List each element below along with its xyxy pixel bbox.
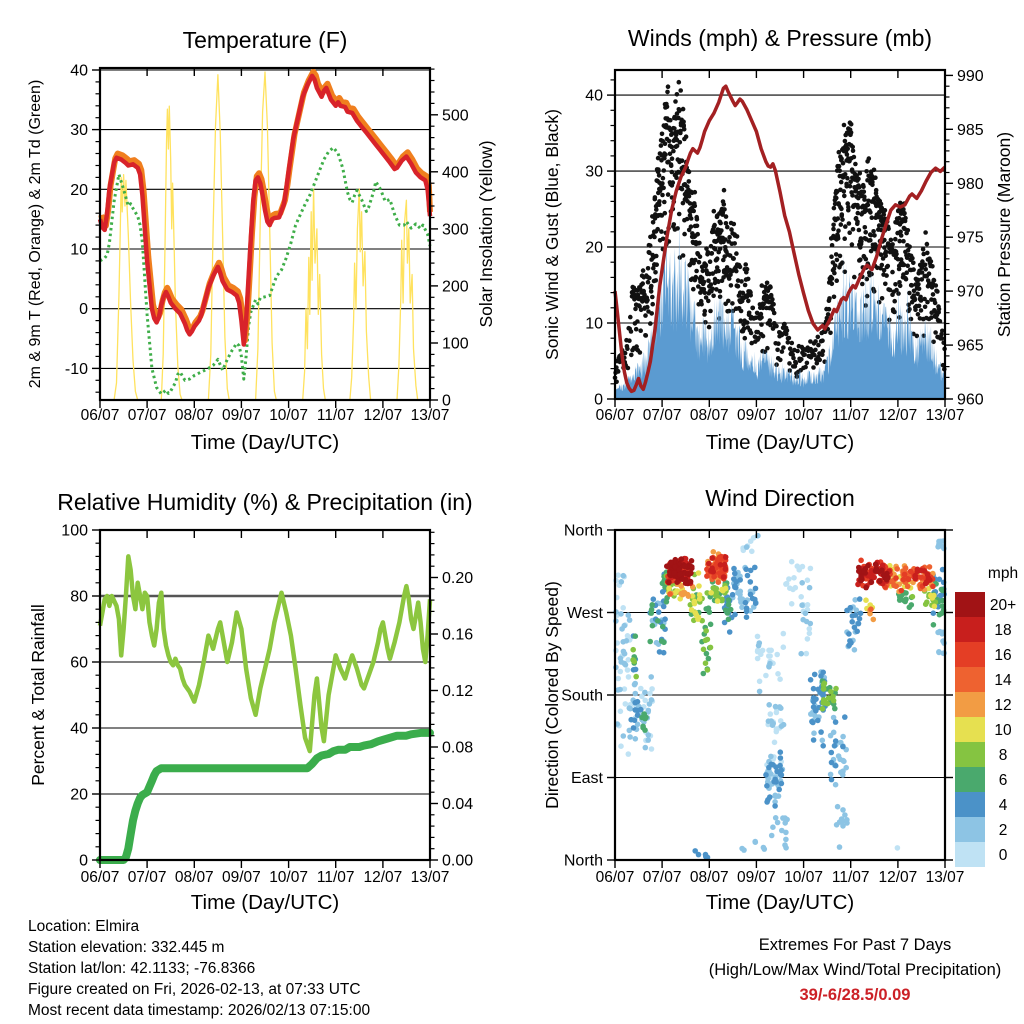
svg-text:09/07: 09/07 xyxy=(222,407,261,424)
svg-text:60: 60 xyxy=(70,654,88,672)
svg-text:06/07: 06/07 xyxy=(595,869,635,886)
svg-text:11/07: 11/07 xyxy=(831,407,870,424)
svg-text:980: 980 xyxy=(957,175,984,193)
station-info xyxy=(28,916,370,1021)
svg-text:Station Pressure (Maroon): Station Pressure (Maroon) xyxy=(994,131,1014,338)
svg-text:06/07: 06/07 xyxy=(80,869,120,886)
svg-text:0.20: 0.20 xyxy=(442,570,474,587)
extremes-subtitle: (High/Low/Max Wind/Total Precipitation) xyxy=(708,961,1002,979)
svg-text:0: 0 xyxy=(442,392,451,410)
svg-text:0: 0 xyxy=(79,301,88,319)
svg-text:10/07: 10/07 xyxy=(784,407,823,424)
svg-text:16: 16 xyxy=(994,647,1012,664)
svg-text:13/07: 13/07 xyxy=(410,407,450,424)
svg-text:07/07: 07/07 xyxy=(127,869,167,886)
svg-text:2m & 9m T (Red, Orange) & 2m T: 2m & 9m T (Red, Orange) & 2m Td (Green) xyxy=(27,79,44,389)
svg-text:East: East xyxy=(570,770,603,787)
extremes-values: 39/-6/28.5/0.09 xyxy=(799,986,911,1004)
svg-text:960: 960 xyxy=(957,391,984,409)
svg-text:18: 18 xyxy=(994,622,1012,639)
svg-text:0.04: 0.04 xyxy=(442,796,474,813)
svg-text:Time (Day/UTC): Time (Day/UTC) xyxy=(705,431,855,454)
svg-text:mph: mph xyxy=(987,565,1019,582)
figure-created-timestamp: Figure created on Fri, 2026-02-13, at 07:33 UTC xyxy=(28,981,361,998)
svg-text:13/07: 13/07 xyxy=(925,407,965,424)
svg-text:North: North xyxy=(563,522,603,540)
svg-text:08/07: 08/07 xyxy=(689,869,729,886)
svg-text:12: 12 xyxy=(994,697,1012,714)
svg-text:6: 6 xyxy=(998,772,1008,789)
svg-text:20: 20 xyxy=(585,239,603,257)
svg-text:Time (Day/UTC): Time (Day/UTC) xyxy=(705,891,855,914)
svg-text:07/07: 07/07 xyxy=(642,407,682,424)
svg-text:0.08: 0.08 xyxy=(442,739,474,757)
svg-text:40: 40 xyxy=(70,720,88,738)
svg-text:07/07: 07/07 xyxy=(127,407,167,424)
svg-text:970: 970 xyxy=(957,283,984,301)
svg-text:12/07: 12/07 xyxy=(878,869,918,886)
svg-text:40: 40 xyxy=(585,87,603,105)
svg-text:0: 0 xyxy=(79,852,88,870)
svg-text:300: 300 xyxy=(442,221,469,239)
svg-text:400: 400 xyxy=(442,164,469,182)
svg-text:10: 10 xyxy=(70,241,88,259)
svg-text:08/07: 08/07 xyxy=(174,869,214,886)
svg-text:06/07: 06/07 xyxy=(80,407,120,424)
svg-text:11/07: 11/07 xyxy=(316,407,355,424)
temperature-chart xyxy=(27,27,496,454)
svg-text:Direction (Colored By Speed): Direction (Colored By Speed) xyxy=(542,581,562,809)
winds-pressure-chart xyxy=(542,25,1014,454)
svg-text:0.12: 0.12 xyxy=(442,683,474,700)
svg-text:11/07: 11/07 xyxy=(316,869,355,886)
svg-text:2: 2 xyxy=(998,822,1008,839)
svg-text:8: 8 xyxy=(998,747,1008,764)
svg-text:-10: -10 xyxy=(64,360,88,378)
svg-text:Percent & Total Rainfall: Percent & Total Rainfall xyxy=(28,604,48,786)
svg-text:Time (Day/UTC): Time (Day/UTC) xyxy=(190,891,340,914)
svg-text:200: 200 xyxy=(442,278,469,296)
svg-text:10: 10 xyxy=(585,315,603,333)
svg-text:Temperature (F): Temperature (F) xyxy=(182,27,348,53)
svg-text:Relative Humidity (%) & Precip: Relative Humidity (%) & Precipitation (in) xyxy=(57,489,473,515)
svg-text:09/07: 09/07 xyxy=(737,869,776,886)
svg-text:Solar Insolation (Yellow): Solar Insolation (Yellow) xyxy=(476,140,496,328)
svg-text:965: 965 xyxy=(957,337,984,355)
svg-text:Winds (mph) & Pressure (mb): Winds (mph) & Pressure (mb) xyxy=(627,25,933,51)
svg-text:4: 4 xyxy=(998,797,1008,814)
svg-text:80: 80 xyxy=(70,588,88,606)
svg-text:10/07: 10/07 xyxy=(269,407,308,424)
extremes-title: Extremes For Past 7 Days xyxy=(758,936,952,954)
station-elevation: Station elevation: 332.445 m xyxy=(28,939,225,956)
station-latlon: Station lat/lon: 42.1133; -76.8366 xyxy=(28,960,256,977)
svg-text:20: 20 xyxy=(70,181,88,199)
svg-text:100: 100 xyxy=(442,335,469,353)
svg-text:West: West xyxy=(566,605,603,622)
svg-text:985: 985 xyxy=(957,121,984,139)
svg-text:20+: 20+ xyxy=(989,597,1017,614)
svg-text:975: 975 xyxy=(957,229,984,247)
svg-text:12/07: 12/07 xyxy=(363,407,403,424)
wind-direction-chart xyxy=(542,485,1018,914)
recent-data-timestamp: Most recent data timestamp: 2026/02/13 07:15:00 xyxy=(28,1002,371,1019)
svg-text:10/07: 10/07 xyxy=(269,869,308,886)
svg-text:30: 30 xyxy=(70,122,88,140)
svg-text:09/07: 09/07 xyxy=(737,407,776,424)
svg-text:0.16: 0.16 xyxy=(442,626,474,644)
humidity-precip-chart xyxy=(28,489,473,914)
svg-text:Time (Day/UTC): Time (Day/UTC) xyxy=(190,431,340,454)
svg-text:40: 40 xyxy=(70,62,88,80)
svg-text:14: 14 xyxy=(994,672,1012,689)
svg-text:11/07: 11/07 xyxy=(831,869,870,886)
svg-text:100: 100 xyxy=(61,522,88,540)
svg-text:12/07: 12/07 xyxy=(878,407,918,424)
station-location: Location: Elmira xyxy=(28,918,140,935)
svg-text:12/07: 12/07 xyxy=(363,869,403,886)
svg-text:08/07: 08/07 xyxy=(174,407,214,424)
svg-text:0: 0 xyxy=(998,847,1008,864)
svg-text:Sonic Wind & Gust (Blue, Black: Sonic Wind & Gust (Blue, Black) xyxy=(542,109,562,360)
svg-text:07/07: 07/07 xyxy=(642,869,682,886)
svg-text:0: 0 xyxy=(594,391,603,409)
svg-text:990: 990 xyxy=(957,67,984,85)
svg-text:06/07: 06/07 xyxy=(595,407,635,424)
svg-text:10: 10 xyxy=(994,722,1012,739)
svg-text:500: 500 xyxy=(442,107,469,125)
svg-text:13/07: 13/07 xyxy=(925,869,965,886)
svg-text:20: 20 xyxy=(70,786,88,804)
svg-text:30: 30 xyxy=(585,163,603,181)
svg-text:09/07: 09/07 xyxy=(222,869,261,886)
svg-text:South: South xyxy=(561,687,603,705)
svg-text:08/07: 08/07 xyxy=(689,407,729,424)
extremes-summary xyxy=(690,933,1020,1008)
svg-text:0.00: 0.00 xyxy=(442,852,474,870)
svg-text:Wind Direction: Wind Direction xyxy=(705,485,855,511)
svg-text:13/07: 13/07 xyxy=(410,869,450,886)
svg-text:10/07: 10/07 xyxy=(784,869,823,886)
svg-text:North: North xyxy=(563,852,603,870)
